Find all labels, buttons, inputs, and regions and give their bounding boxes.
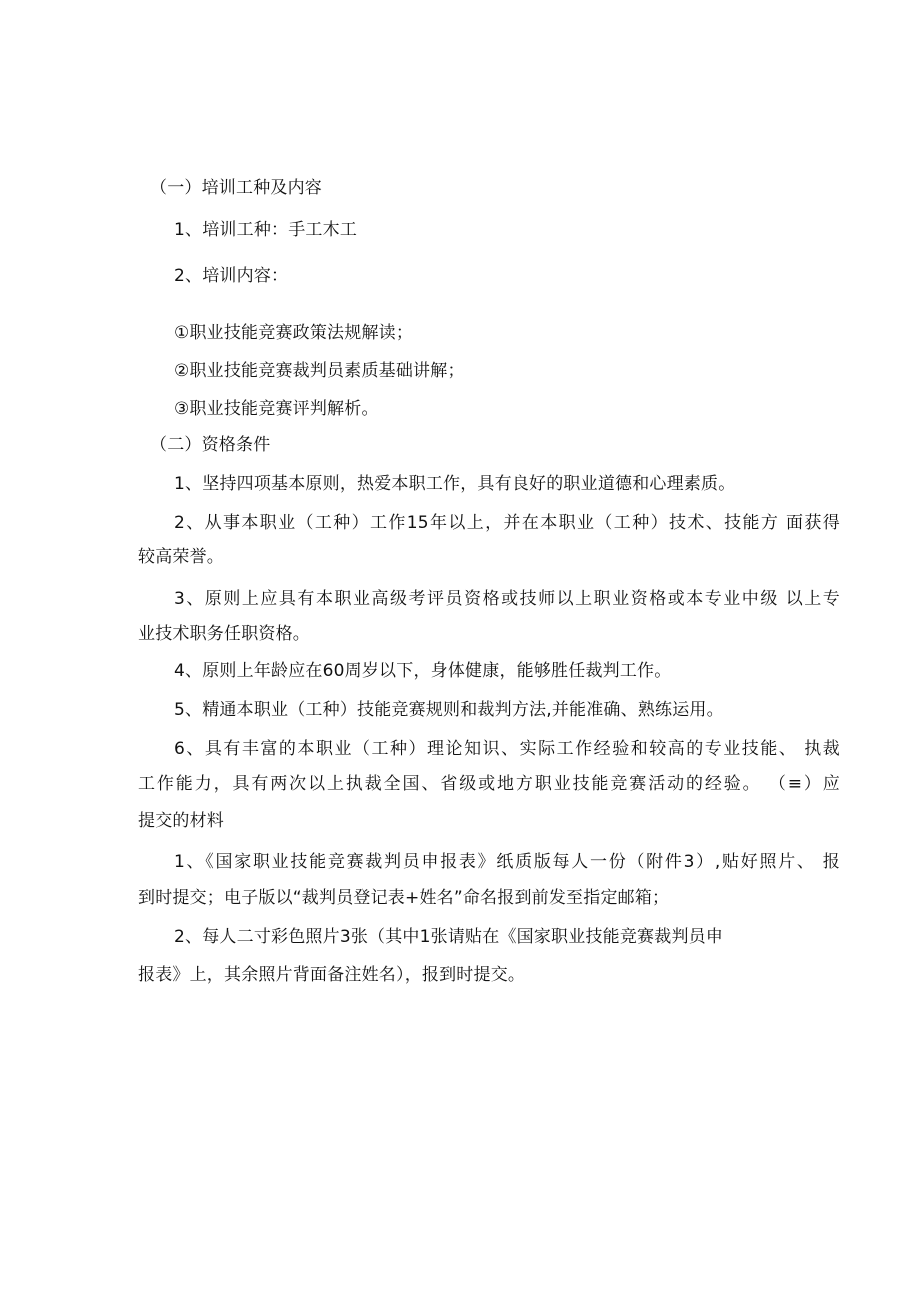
materials-item-2-line-2: 报表》上，其余照片背面备注姓名），报到时提交。	[138, 965, 526, 985]
qualification-item-5: 5、精通本职业（工种）技能竞赛规则和裁判方法,并能准确、熟练运用。	[174, 700, 724, 720]
training-content-sub-1: ①职业技能竞赛政策法规解读；	[174, 323, 414, 343]
qualification-item-6-line-2: 工作能力，具有两次以上执裁全国、省级或地方职业技能竞赛活动的经验。 （≡）应	[138, 774, 840, 794]
qualification-item-3-line-2: 业技术职务任职资格。	[138, 624, 310, 644]
section-two-heading: （二）资格条件	[150, 435, 271, 455]
training-content-item: 2、培训内容：	[174, 266, 289, 286]
training-content-sub-3: ③职业技能竞赛评判解析。	[174, 399, 379, 419]
section-three-heading: 提交的材料	[138, 811, 224, 831]
section-one-heading: （一）培训工种及内容	[150, 178, 322, 198]
qualification-item-4: 4、原则上年龄应在60周岁以下，身体健康，能够胜任裁判工作。	[174, 661, 672, 681]
materials-item-2-line-1: 2、每人二寸彩色照片3张（其中1张请贴在《国家职业技能竞赛裁判员申	[174, 927, 724, 947]
qualification-item-3-line-1: 3、原则上应具有本职业高级考评员资格或技师以上职业资格或本专业中级 以上专	[174, 589, 840, 609]
qualification-item-6-line-1: 6、具有丰富的本职业（工种）理论知识、实际工作经验和较高的专业技能、 执裁	[174, 739, 840, 759]
qualification-item-1: 1、坚持四项基本原则，热爱本职工作，具有良好的职业道德和心理素质。	[174, 474, 736, 494]
materials-item-1-line-2: 到时提交；电子版以“裁判员登记表+姓名”命名报到前发至指定邮箱；	[138, 888, 670, 908]
training-type-item: 1、培训工种：手工木工	[174, 220, 358, 240]
qualification-item-2-line-1: 2、从事本职业（工种）工作15年以上，并在本职业（工种）技术、技能方 面获得	[174, 513, 840, 533]
materials-item-1-line-1: 1、《国家职业技能竞赛裁判员申报表》纸质版每人一份（附件3）,贴好照片、 报	[174, 852, 840, 872]
training-content-sub-2: ②职业技能竞赛裁判员素质基础讲解；	[174, 361, 465, 381]
qualification-item-2-line-2: 较高荣誉。	[138, 547, 224, 567]
